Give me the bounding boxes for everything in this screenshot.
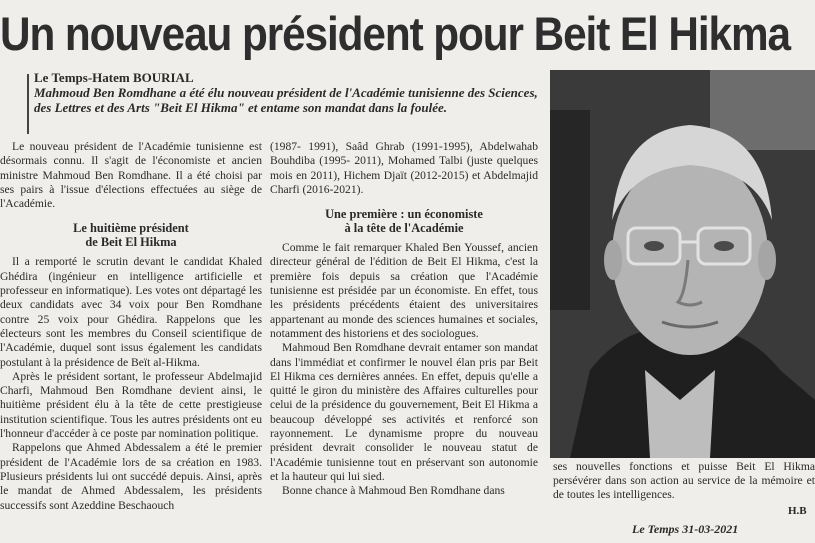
paragraph: Mahmoud Ben Romdhane devrait entamer son mandat dans l'immédiat et confirmer le nouvel élan pris par Beit El Hikma ces dernières années. En effet, depuis qu'elle a quitté le giron du ministère des Affaires culturelles pour celui de la présidence du gouvernement, Beit El Hikma a beaucoup développé ses activités et renforcé son rayonnement. Le dynamisme propre du nouveau président devrait consolider le nouveau statut de l'Académie tunisienne tout en préservant son autonomie et la hauteur qui lui sied. (270, 341, 538, 483)
portrait-photo (550, 70, 815, 458)
subheading (0, 221, 262, 249)
subheading-line-2: à la tête de l'Académie (344, 221, 464, 236)
photo-caption: ses nouvelles fonctions et puisse Beit El Hikma persévérer dans son action au service de la mémoire et de toutes les intelligences. (553, 460, 815, 501)
paragraph: Après le président sortant, le professeur Abdelmajid Charfi, Mahmoud Ben Romdhane devient ainsi, le huitième président élu à la tête de cette prestigieuse institution scientifique. Tous les autres présidents ont eu l'honneur d'accéder à ce poste par nomination politique. (0, 369, 262, 441)
paragraph: Bonne chance à Mahmoud Ben Romdhane dans (282, 484, 505, 498)
column-2 (270, 140, 538, 499)
paragraph: (1987- 1991), Saâd Ghrab (1991-1995), Abdelwahab Bouhdiba (1995- 2011), Mohamed Talbi (juste quelques mois en 2011), Hichem Djaït (2012-2015) et Abdelmajid Charfi (2016-2021). (270, 140, 538, 196)
lede-rule (27, 74, 29, 134)
intro: Mahmoud Ben Romdhane a été élu nouveau président de l'Académie tunisienne des Sciences, des Lettres et des Arts "Beit El Hikma" et entame son mandat dans la foulée. (34, 85, 538, 115)
subheading (270, 207, 538, 235)
byline: Le Temps-Hatem BOURIAL (34, 70, 194, 85)
subheading-line-1: Le huitième président (73, 221, 189, 236)
column-1 (0, 140, 262, 513)
portrait-illustration (550, 70, 815, 458)
subheading-line-2: de Beit El Hikma (85, 235, 177, 250)
lede (34, 70, 539, 115)
headline: Un nouveau président pour Beit El Hikma (0, 7, 790, 60)
paragraph: Le nouveau président de l'Académie tunisienne est désormais connu. Il s'agit de l'économiste et ancien ministre Mahmoud Ben Romdhane. Il a été choisi par ses pairs à l'issue d'élections effectuées au siège de l'Académie. (0, 140, 262, 211)
source-credit: Le Temps 31-03-2021 (632, 522, 739, 536)
paragraph: Il a remporté le scrutin devant le candidat Khaled Ghédira (ingénieur en intelligence artificielle et professeur en informatique). Les votes ont départagé les deux candidats avec 34 voix pour Ben Romdhane contre 25 voix pour Ghédira. Rappelons que les électeurs sont les membres du Conseil scientifique de l'Académie, duquel sont issus également les candidats postulant à la présidence de Beït al-Hikma. (0, 255, 262, 369)
paragraph: Comme le fait remarquer Khaled Ben Youssef, ancien directeur général de l'édition de Beit El Hikma, c'est la première fois depuis sa création que l'Académie tunisienne est présidée par un économiste. En effet, tous les présidents précédents étaient des universitaires appartenant au monde des sciences humaines et sociales, notamment des historiens et des sociologues. (270, 241, 538, 340)
paragraph: Rappelons que Ahmed Abdessalem a été le premier président de l'Académie lors de sa création en 1983. Plusieurs présidents lui ont succédé depuis. Ainsi, après le mandat de Ahmed Abdessalem, les présidents successifs sont Azeddine Beschaouch (0, 441, 262, 512)
author-initials: H.B (788, 505, 807, 517)
subheading-line-1: Une première : un économiste (325, 207, 483, 222)
